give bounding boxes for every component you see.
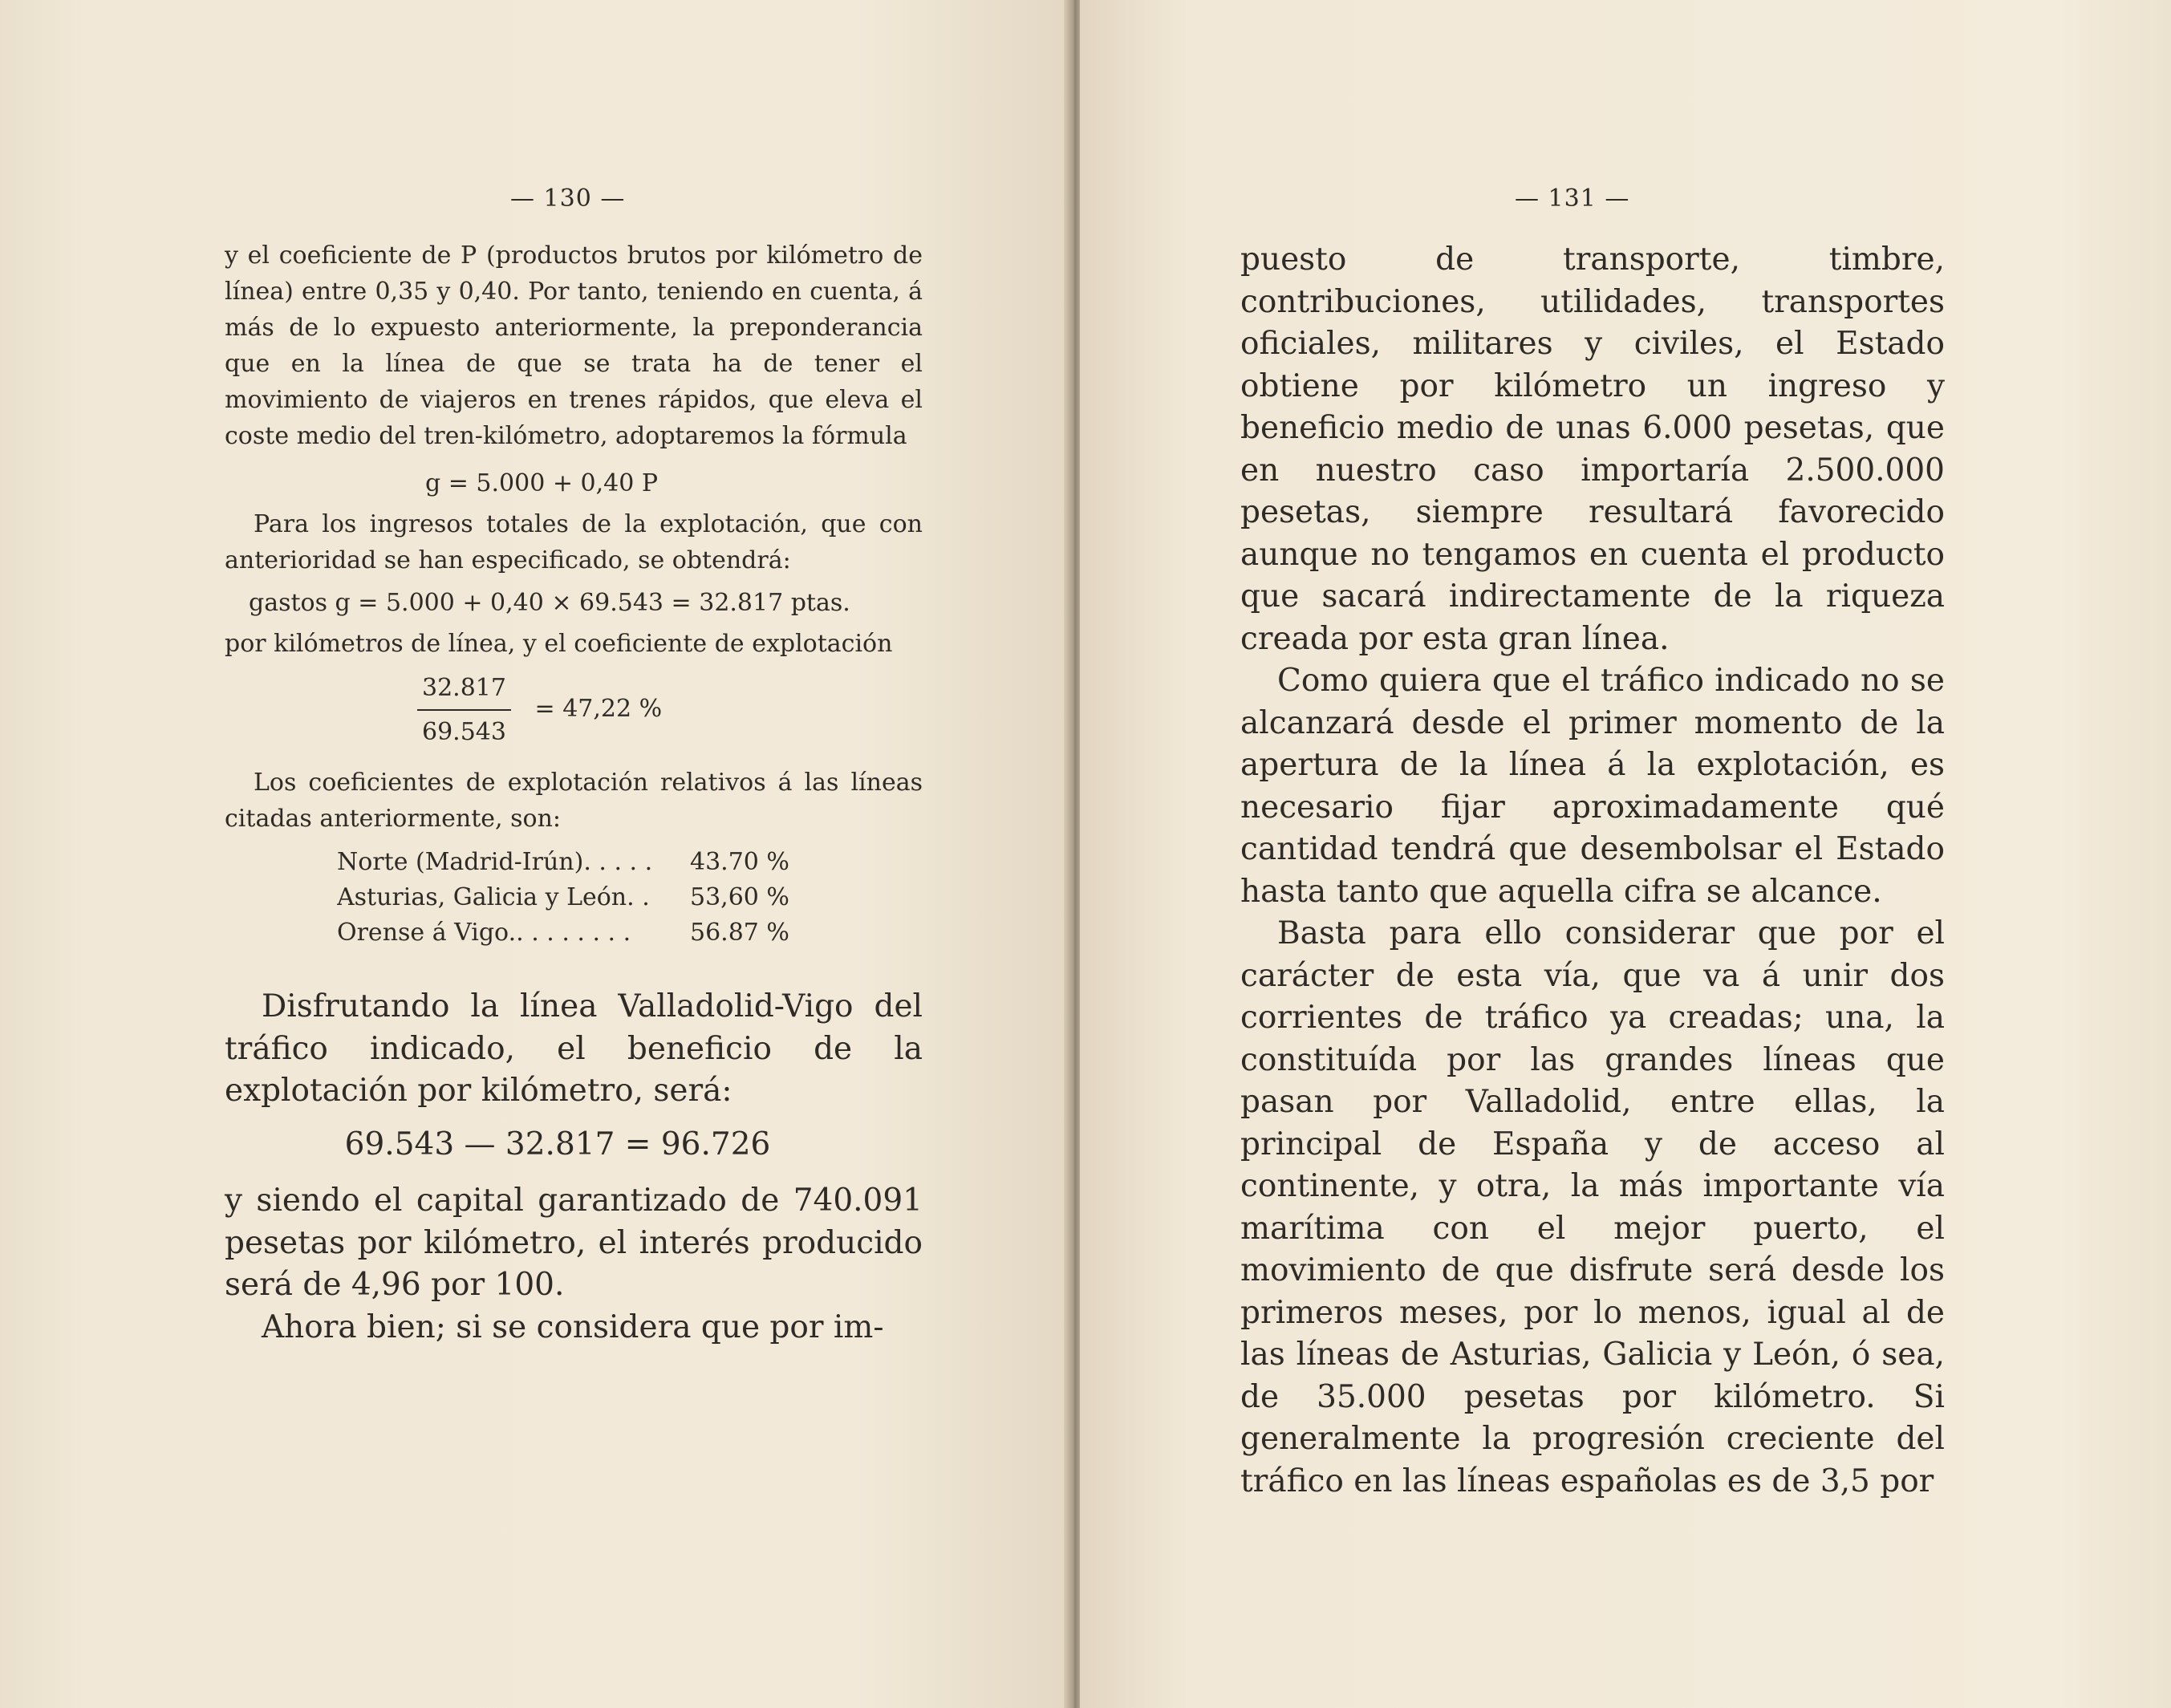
paragraph: Basta para ello considerar que por el carácter de esta vía, que va á unir dos corrientes de tráfico ya creadas; una, la constituída por las grandes líneas que pasan por Valladolid, entre ellas, la principal de España y de acceso al continente, y otra, la más importante vía marítima con el mejor puerto, el movimiento de que disfrute será desde los primeros meses, por lo menos, igual al de las líneas de Asturias, Galicia y León, ó sea, de 35.000 pesetas por kilómetro. Si generalmente la progresión creciente del tráfico en las líneas españolas es de 3,5 por xyxy=(1240,915,1945,1499)
coefficient-label: Asturias, Galicia y León. . xyxy=(337,883,650,911)
formula: 69.543 — 32.817 = 96.726 xyxy=(344,1126,771,1162)
coefficient-list xyxy=(225,845,923,951)
left-page xyxy=(0,0,1069,1708)
left-page-body xyxy=(225,237,923,1349)
fraction-formula xyxy=(225,670,923,750)
fraction-denominator: 69.543 xyxy=(422,718,506,746)
formula: g = 5.000 + 0,40 P xyxy=(424,469,659,497)
coefficient-value: 53,60 % xyxy=(690,883,789,911)
page-number-right: — 131 — xyxy=(1515,185,1630,213)
formula: gastos g = 5.000 + 0,40 × 69.543 = 32.817 ptas. xyxy=(249,589,850,617)
coefficient-label: Norte (Madrid-Irún). . . . . xyxy=(337,848,653,876)
paragraph: Para los ingresos totales de la explotación, que con anterioridad se han especificado, se obtendrá: xyxy=(225,510,923,574)
right-page-body xyxy=(1240,239,1945,1503)
paragraph: Ahora bien; si se considera que por im- xyxy=(262,1308,884,1345)
right-page xyxy=(1080,0,2171,1708)
paragraph: Disfrutando la línea Valladolid-Vigo del tráfico indicado, el beneficio de la explotación por kilómetro, será: xyxy=(225,988,923,1109)
coefficient-label: Orense á Vigo.. . . . . . . . xyxy=(337,919,631,947)
paragraph: puesto de transporte, timbre, contribuciones, utilidades, transportes oficiales, militares y civiles, el Estado obtiene por kilómetro un ingreso y beneficio medio de unas 6.000 pesetas, que en nuestro caso importaría 2.500.000 pesetas, siempre resultará favorecido aunque no tengamos en cuenta el producto que sacará indirectamente de la riqueza creada por esta gran línea. xyxy=(1240,241,1945,657)
paragraph: Como quiera que el tráfico indicado no se alcanzará desde el primer momento de la apertura de la línea á la explotación, es necesario fijar aproximadamente qué cantidad tendrá que desembolsar el Estado hasta tanto que aquella cifra se alcance. xyxy=(1240,663,1945,910)
coefficient-row xyxy=(337,880,923,915)
fraction xyxy=(417,670,511,750)
paragraph: por kilómetros de línea, y el coeficiente de explotación xyxy=(225,630,893,658)
paragraph: y siendo el capital garantizado de 740.091 pesetas por kilómetro, el interés producido será de 4,96 por 100. xyxy=(225,1183,923,1303)
coefficient-row xyxy=(337,915,923,951)
coefficient-row xyxy=(337,845,923,880)
fraction-result: = 47,22 % xyxy=(534,695,663,723)
coefficient-value: 43.70 % xyxy=(690,848,789,876)
paragraph: y el coeficiente de P (productos brutos por kilómetro de línea) entre 0,35 y 0,40. Por tanto, teniendo en cuenta, á más de lo expuesto anteriormente, la preponderancia que en la línea de que se trata ha de tener el movimiento de viajeros en trenes rápidos, que eleva el coste medio del tren-kilómetro, adoptaremos la fórmula xyxy=(225,241,923,450)
coefficient-value: 56.87 % xyxy=(690,919,789,947)
fraction-numerator: 32.817 xyxy=(417,670,511,711)
paragraph: Los coeficientes de explotación relativos á las líneas citadas anteriormente, son: xyxy=(225,769,923,833)
page-number-left: — 130 — xyxy=(510,185,626,213)
